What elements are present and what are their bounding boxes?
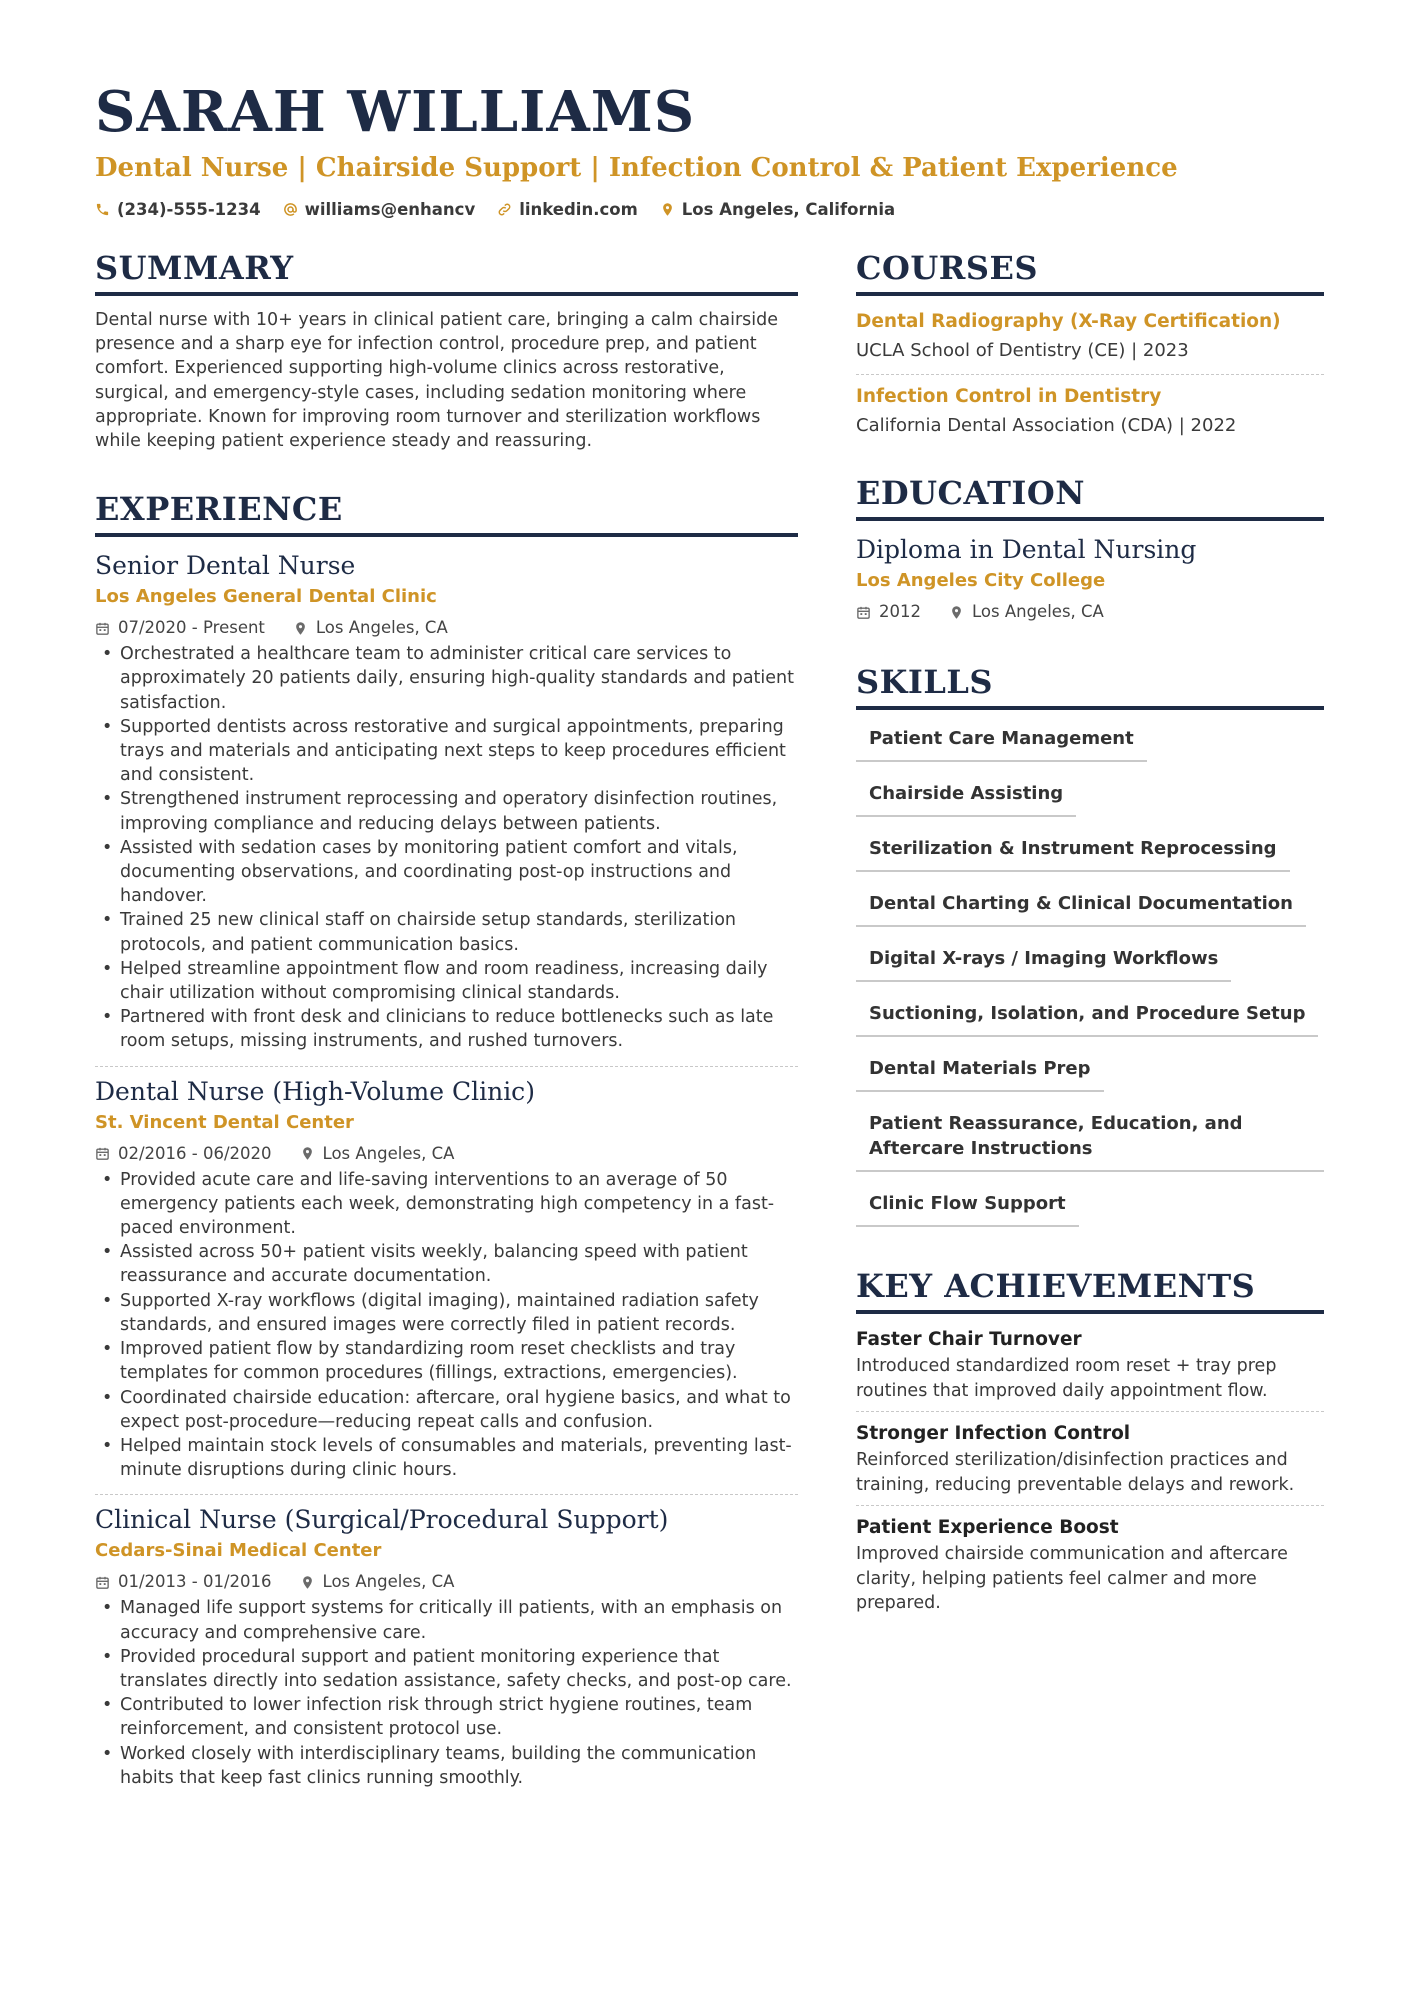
skills-list <box>856 716 1324 1236</box>
education-degree: Diploma in Dental Nursing <box>856 535 1197 564</box>
skill-tag: Dental Charting & Clinical Documentation <box>856 881 1306 927</box>
contact-linkedin[interactable] <box>497 200 638 219</box>
job-entry <box>95 549 798 1053</box>
divider <box>95 1066 798 1067</box>
courses-heading: COURSES <box>856 248 1324 296</box>
skills-heading: SKILLS <box>856 662 1324 710</box>
phone-text: (234)-555-1234 <box>117 200 261 219</box>
job-meta <box>95 614 798 642</box>
list-item: • Contributed to lower infection risk through strict hygiene routines, team reinforcement, and consistent protocol use. <box>120 1693 798 1741</box>
calendar-icon <box>95 1575 110 1590</box>
education-school: Los Angeles City College <box>856 570 1106 591</box>
job-entry <box>95 1503 798 1790</box>
job-location-text: Los Angeles, CA <box>322 1143 455 1163</box>
experience-heading: EXPERIENCE <box>95 489 798 537</box>
list-item: • Worked closely with interdisciplinary teams, building the communication habits that keep fast clinics running smoothly. <box>120 1742 798 1790</box>
list-item: • Provided acute care and life-saving interventions to an average of 50 emergency patients each week, demonstrating high competency in a fast-paced environment. <box>120 1168 798 1241</box>
job-location <box>300 1568 455 1596</box>
contact-email[interactable] <box>283 200 476 219</box>
list-item: • Strengthened instrument reprocessing and operatory disinfection routines, improving compliance and reducing delays between patients. <box>120 787 798 835</box>
job-meta <box>95 1568 798 1596</box>
job-dates-text: 02/2016 - 06/2020 <box>118 1143 272 1163</box>
achievement-title: Stronger Infection Control <box>856 1423 1131 1444</box>
job-bullets <box>95 1168 798 1483</box>
job-title: Clinical Nurse (Surgical/Procedural Support) <box>95 1505 669 1535</box>
skill-tag: Suctioning, Isolation, and Procedure Setup <box>856 991 1318 1037</box>
calendar-icon <box>95 621 110 636</box>
link-icon <box>497 202 512 217</box>
resume-header <box>95 78 1325 219</box>
list-item: • Trained 25 new clinical staff on chairside setup standards, sterilization protocols, and patient communication basics. <box>120 908 798 956</box>
education-meta <box>856 598 1324 626</box>
job-dates <box>95 1568 272 1596</box>
list-item: • Helped streamline appointment flow and room readiness, increasing daily chair utilization without compromising clinical standards. <box>120 957 798 1005</box>
job-entry <box>95 1075 798 1483</box>
job-meta <box>95 1140 798 1168</box>
course-provider: UCLA School of Dentistry (CE) | 2023 <box>856 340 1189 361</box>
list-item: • Provided procedural support and patient monitoring experience that translates directly into sedation assistance, safety checks, and post-op care. <box>120 1645 798 1693</box>
education-heading: EDUCATION <box>856 473 1324 521</box>
location-pin-icon <box>293 621 308 636</box>
job-bullets <box>95 1596 798 1790</box>
location-pin-icon <box>300 1146 315 1161</box>
list-item: • Coordinated chairside education: aftercare, oral hygiene basics, and what to expect post-procedure—reducing repeat calls and confusion. <box>120 1386 798 1434</box>
course-name: Infection Control in Dentistry <box>856 386 1162 407</box>
achievement-desc: Introduced standardized room reset + tray prep routines that improved daily appointment flow. <box>856 1356 1277 1401</box>
course-provider: California Dental Association (CDA) | 2022 <box>856 415 1237 436</box>
at-icon <box>283 202 298 217</box>
job-company: Cedars-Sinai Medical Center <box>95 1540 382 1562</box>
job-dates-text: 01/2013 - 01/2016 <box>118 1572 272 1592</box>
achievement-desc: Reinforced sterilization/disinfection practices and training, reducing preventable delays and rework. <box>856 1450 1295 1495</box>
list-item: • Assisted across 50+ patient visits weekly, balancing speed with patient reassurance and accurate documentation. <box>120 1240 798 1288</box>
calendar-icon <box>856 605 871 620</box>
course-name: Dental Radiography (X-Ray Certification) <box>856 311 1281 332</box>
education-location-text: Los Angeles, CA <box>972 602 1104 621</box>
skill-tag: Clinic Flow Support <box>856 1181 1079 1227</box>
course-entry <box>856 383 1324 441</box>
summary-heading: SUMMARY <box>95 248 798 296</box>
location-pin-icon <box>949 605 964 620</box>
job-dates-text: 07/2020 - Present <box>118 618 265 638</box>
list-item: • Supported dentists across restorative and surgical appointments, preparing trays and materials and anticipating next steps to keep procedures efficient and consistent. <box>120 715 798 788</box>
skill-tag: Patient Reassurance, Education, and Aftercare Instructions <box>856 1101 1324 1172</box>
skill-tag: Patient Care Management <box>856 716 1147 762</box>
location-pin-icon <box>300 1575 315 1590</box>
education-year <box>856 598 921 626</box>
summary-text: Dental nurse with 10+ years in clinical patient care, bringing a calm chairside presence and a sharp eye for infection control, procedure prep, and patient comfort. Experienced supporting high-volume clinics across restorative, surgical, and emergency-style cases, including sedation monitoring where appropriate. Known for improving room turnover and sterilization workflows while keeping patient experience steady and reassuring. <box>95 310 778 452</box>
job-title: Dental Nurse (High-Volume Clinic) <box>95 1076 535 1106</box>
divider <box>95 1494 798 1495</box>
contact-phone[interactable] <box>95 200 261 219</box>
list-item: • Supported X-ray workflows (digital imaging), maintained radiation safety standards, and ensured images were correctly filed in patient records. <box>120 1289 798 1337</box>
email-text: williams@enhancv <box>304 200 476 219</box>
education-location <box>949 598 1104 626</box>
list-item: • Managed life support systems for critically ill patients, with an emphasis on accuracy and comprehensive care. <box>120 1596 798 1644</box>
job-bullets <box>95 642 798 1053</box>
list-item: • Improved patient flow by standardizing room reset checklists and tray templates for common procedures (fillings, extractions, emergencies). <box>120 1337 798 1385</box>
job-location <box>300 1140 455 1168</box>
candidate-tagline: Dental Nurse | Chairside Support | Infection Control & Patient Experience <box>95 153 1178 183</box>
job-location-text: Los Angeles, CA <box>315 618 448 638</box>
contact-location <box>660 200 895 219</box>
education-year-text: 2012 <box>879 602 921 621</box>
skill-tag: Chairside Assisting <box>856 771 1076 817</box>
job-title: Senior Dental Nurse <box>95 551 356 581</box>
job-company: Los Angeles General Dental Clinic <box>95 586 437 608</box>
divider <box>856 1505 1324 1506</box>
skill-tag: Dental Materials Prep <box>856 1046 1104 1092</box>
list-item: • Assisted with sedation cases by monitoring patient comfort and vitals, documenting observations, and coordinating post-op instructions and handover. <box>120 836 798 909</box>
achievement-title: Faster Chair Turnover <box>856 1329 1082 1350</box>
list-item: • Helped maintain stock levels of consumables and materials, preventing last-minute disruptions during clinic hours. <box>120 1434 798 1482</box>
location-text: Los Angeles, California <box>681 200 896 219</box>
divider <box>856 374 1324 375</box>
calendar-icon <box>95 1146 110 1161</box>
right-column <box>856 248 1324 1616</box>
skill-tag: Digital X-rays / Imaging Workflows <box>856 936 1231 982</box>
job-dates <box>95 614 265 642</box>
achievement-entry <box>856 1326 1324 1403</box>
achievement-desc: Improved chairside communication and aftercare clarity, helping patients feel calmer and more prepared. <box>856 1544 1288 1613</box>
list-item: • Orchestrated a healthcare team to administer critical care services to approximately 20 patients daily, ensuring high-quality standards and patient satisfaction. <box>120 642 798 715</box>
left-column <box>95 248 798 1790</box>
candidate-name: SARAH WILLIAMS <box>95 79 696 145</box>
achievement-entry <box>856 1514 1324 1616</box>
achievement-title: Patient Experience Boost <box>856 1517 1119 1538</box>
location-pin-icon <box>660 202 675 217</box>
job-location <box>293 614 448 642</box>
course-entry <box>856 308 1324 366</box>
achievements-heading: KEY ACHIEVEMENTS <box>856 1266 1324 1314</box>
job-location-text: Los Angeles, CA <box>322 1572 455 1592</box>
job-company: St. Vincent Dental Center <box>95 1111 354 1133</box>
list-item: • Partnered with front desk and clinicians to reduce bottlenecks such as late room setups, missing instruments, and rushed turnovers. <box>120 1005 798 1053</box>
education-entry <box>856 533 1324 626</box>
skill-tag: Sterilization & Instrument Reprocessing <box>856 826 1290 872</box>
linkedin-text: linkedin.com <box>519 200 638 219</box>
job-dates <box>95 1140 272 1168</box>
achievement-entry <box>856 1420 1324 1497</box>
divider <box>856 1411 1324 1412</box>
phone-icon <box>95 202 110 217</box>
contact-bar <box>95 200 1325 219</box>
